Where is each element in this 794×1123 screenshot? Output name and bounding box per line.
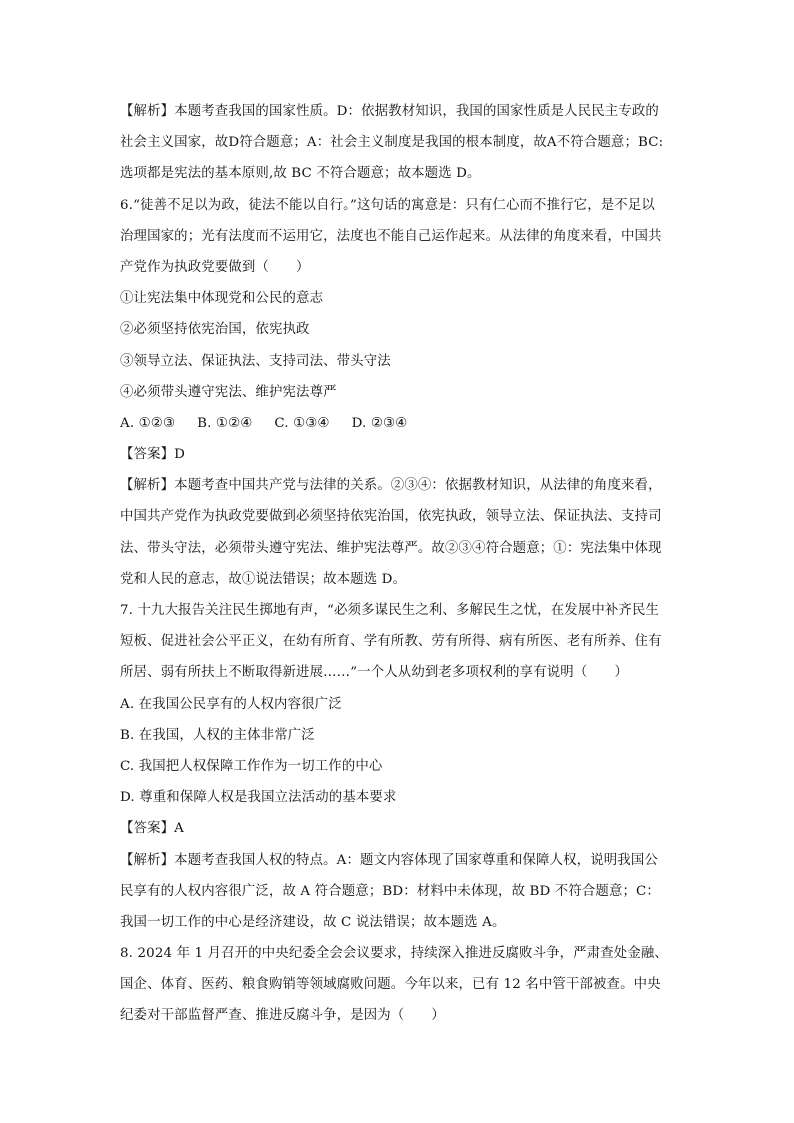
question-7-stem: 7. 十九大报告关注民生掷地有声，“必须多谋民生之利、多解民生之忧，在发展中补齐民生: [120, 603, 660, 618]
text-line: 纪委对干部监督严查、推进反腐斗争，是因为（ ）: [120, 1008, 445, 1024]
text-line: 短板、促进社会公平正义，在幼有所育、学有所教、劳有所得、病有所医、老有所养、住有: [120, 634, 662, 650]
option-d: D. ②③④: [351, 415, 408, 431]
text-line: 国企、体育、医药、粮食购销等领域腐败问题。今年以来，已有 12 名中管干部被查。中央: [120, 977, 661, 993]
option-b: B. 在我国，人权的主体非常广泛: [120, 727, 315, 743]
option-a: A. 在我国公民享有的人权内容很广泛: [120, 696, 342, 712]
question-8-stem: 8. 2024 年 1 月召开的中央纪委全会会议要求，持续深入推进反腐败斗争，严肃查处金融、: [120, 946, 668, 962]
text-line: 【解析】本题考查我国的国家性质。D：依据教材知识，我国的国家性质是人民民主专政的: [120, 104, 659, 119]
document-page: [120, 96, 680, 1032]
statement-1: ①让宪法集中体现党和公民的意志: [120, 291, 324, 307]
answer-7: 【答案】A: [120, 821, 184, 837]
analysis-7: 【解析】本题考查我国人权的特点。A：题文内容体现了国家尊重和保障人权，说明我国公: [120, 852, 658, 868]
text-line: 治理国家的；光有法度而不运用它，法度也不能自己运作起来。从法律的角度来看，中国共: [120, 228, 662, 244]
option-c: C. ①③④: [274, 415, 330, 431]
text-line: 选项都是宪法的基本原则,故 BC 不符合题意；故本题选 D。: [120, 166, 481, 182]
statement-4: ④必须带头遵守宪法、维护宪法尊严: [120, 384, 337, 400]
question-6-options: [120, 408, 680, 439]
question-6-stem: 6.“徒善不足以为政，徒法不能以自行。”这句话的寓意是：只有仁心而不推行它，是不足以: [120, 197, 655, 213]
text-line: 中国共产党作为执政党要做到必须坚持依宪治国，依宪执政，领导立法、保证执法、支持司: [120, 509, 662, 525]
option-a: A. ①②③: [120, 415, 176, 431]
text-line: 民享有的人权内容很广泛，故 A 符合题意；BD：材料中未体现，故 BD 不符合题意；C：: [120, 883, 660, 899]
text-line: 所居、弱有所扶上不断取得新进展……”一个人从幼到老多项权利的享有说明（ ）: [120, 665, 628, 681]
option-c: C. 我国把人权保障工作作为一切工作的中心: [120, 758, 383, 774]
statement-2: ②必须坚持依宪治国，依宪执政: [120, 322, 310, 338]
text-line: 社会主义国家，故D符合题意；A：社会主义制度是我国的根本制度，故A不符合题意；BC:: [120, 135, 664, 151]
text-line: 我国一切工作的中心是经济建设，故 C 说法错误；故本题选 A。: [120, 914, 506, 930]
option-b: B. ①②④: [197, 415, 253, 431]
text-line: 产党作为执政党要做到（ ）: [120, 259, 310, 275]
analysis-6: 【解析】本题考查中国共产党与法律的关系。②③④：依据教材知识，从法律的角度来看，: [120, 478, 662, 494]
text-line: 法、带头守法，必须带头遵守宪法、维护宪法尊严。故②③④符合题意；①：宪法集中体现: [120, 540, 662, 556]
statement-3: ③领导立法、保证执法、支持司法、带头守法: [120, 353, 391, 369]
option-d: D. 尊重和保障人权是我国立法活动的基本要求: [120, 790, 397, 806]
text-line: 党和人民的意志，故①说法错误；故本题选 D。: [120, 571, 407, 587]
answer-6: 【答案】D: [120, 447, 186, 463]
